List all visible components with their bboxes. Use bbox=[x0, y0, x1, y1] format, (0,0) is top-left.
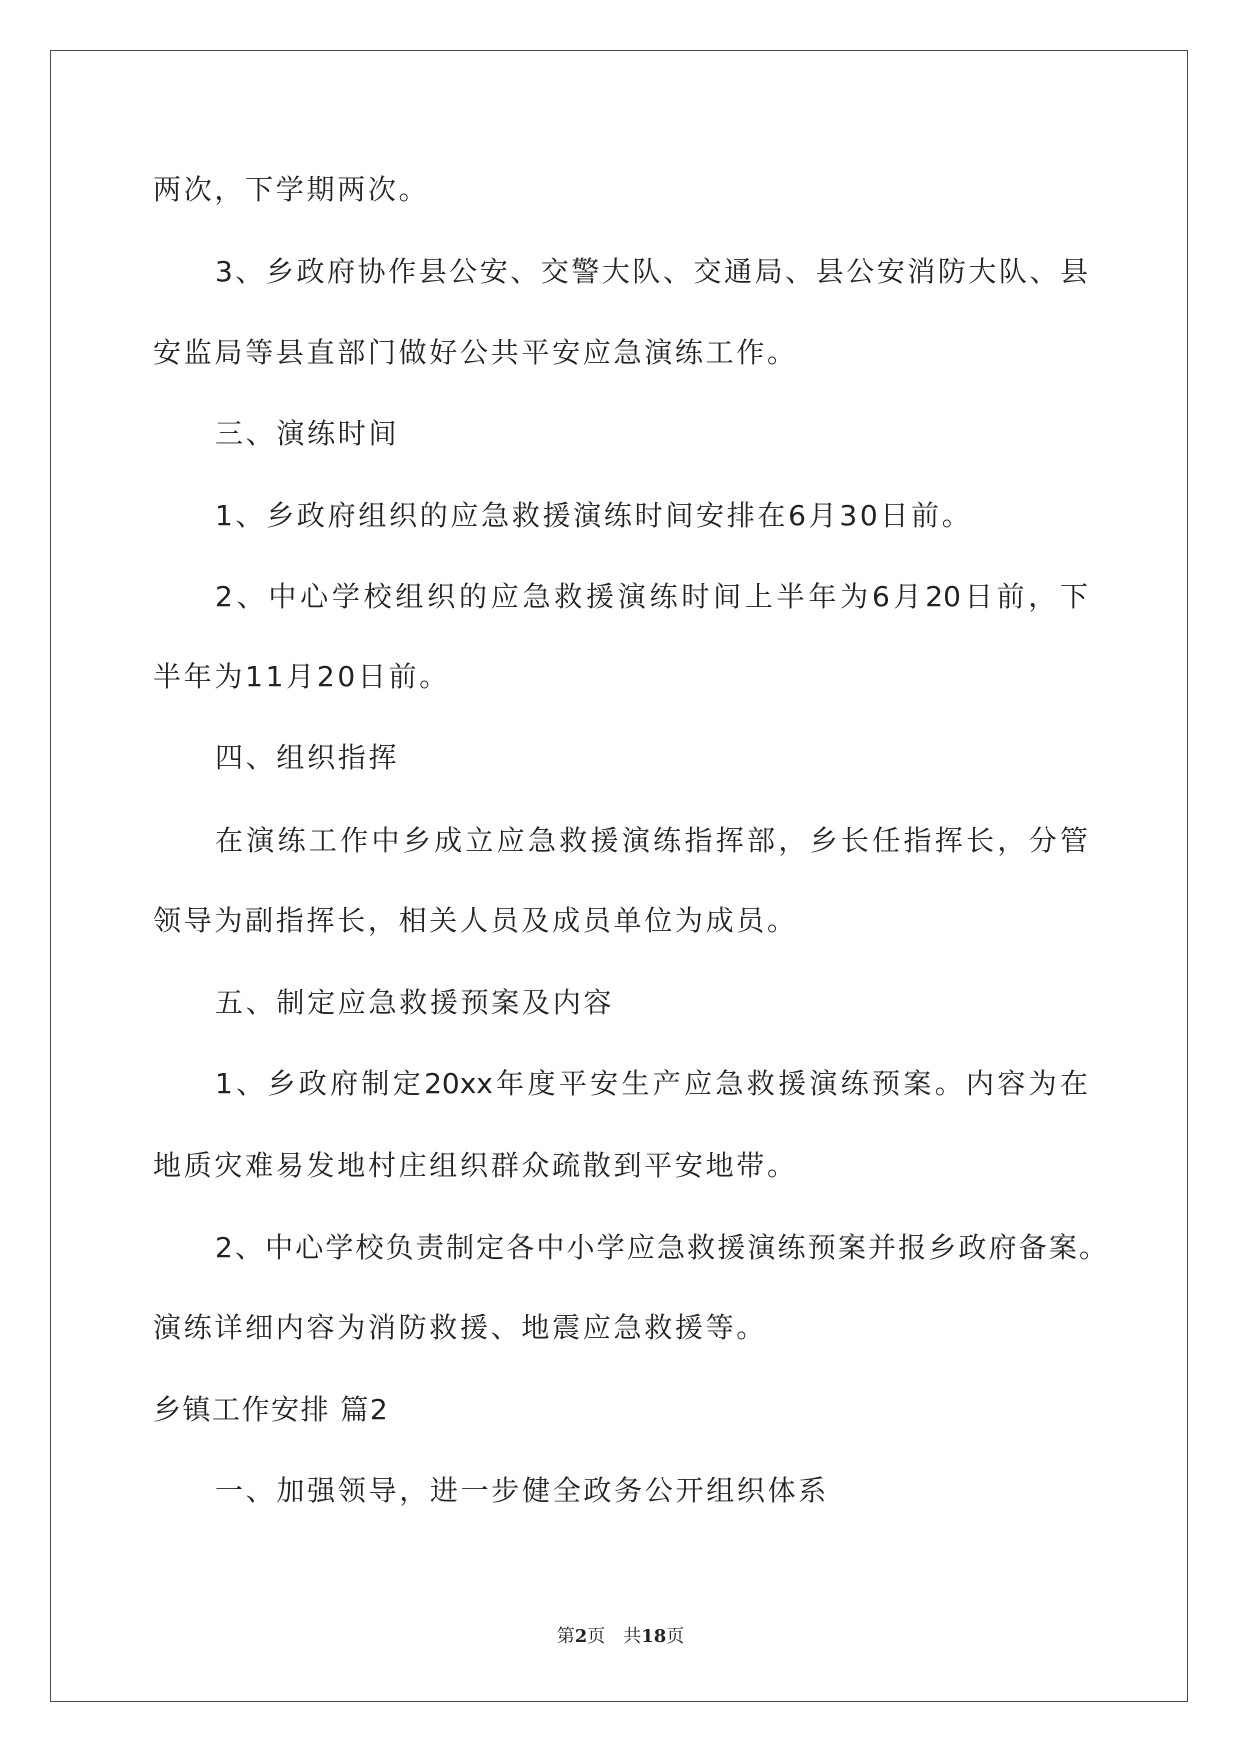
paragraph-line: 半年为11月20日前。 bbox=[153, 660, 450, 693]
paragraph-line: 2、中心学校负责制定各中小学应急救援演练预案并报乡政府备案。 bbox=[215, 1231, 1107, 1264]
page-suffix: 页 bbox=[587, 1626, 606, 1647]
section-heading: 五、制定应急救援预案及内容 bbox=[215, 986, 615, 1019]
paragraph-line: 1、乡政府制定20xx年度平安生产应急救援演练预案。内容为在 bbox=[215, 1067, 1088, 1100]
page-border bbox=[50, 50, 1188, 1702]
total-prefix: 共 bbox=[623, 1626, 642, 1647]
paragraph-line: 地质灾难易发地村庄组织群众疏散到平安地带。 bbox=[153, 1149, 798, 1182]
paragraph-line: 演练详细内容为消防救援、地震应急救援等。 bbox=[153, 1311, 768, 1344]
paragraph-line: 2、中心学校组织的应急救援演练时间上半年为6月20日前，下 bbox=[215, 580, 1088, 613]
page-number: 2 bbox=[574, 1626, 588, 1647]
section-heading: 一、加强领导，进一步健全政务公开组织体系 bbox=[215, 1474, 830, 1507]
paragraph-line: 1、乡政府组织的应急救援演练时间安排在6月30日前。 bbox=[215, 499, 973, 532]
paragraph-line: 3、乡政府协作县公安、交警大队、交通局、县公安消防大队、县 bbox=[215, 255, 1088, 288]
paragraph-line: 两次，下学期两次。 bbox=[153, 173, 430, 206]
page-prefix: 第 bbox=[556, 1626, 575, 1647]
paragraph-line: 领导为副指挥长，相关人员及成员单位为成员。 bbox=[153, 904, 798, 937]
total-pages: 18 bbox=[641, 1626, 667, 1647]
total-suffix: 页 bbox=[666, 1626, 685, 1647]
page-footer bbox=[0, 1625, 1241, 1649]
section-heading: 四、组织指挥 bbox=[215, 741, 400, 774]
paragraph-line: 在演练工作中乡成立应急救援演练指挥部，乡长任指挥长，分管 bbox=[215, 824, 1088, 857]
section-heading: 三、演练时间 bbox=[215, 417, 400, 450]
paragraph-line: 安监局等县直部门做好公共平安应急演练工作。 bbox=[153, 336, 798, 369]
article-title: 乡镇工作安排 篇2 bbox=[153, 1393, 390, 1426]
